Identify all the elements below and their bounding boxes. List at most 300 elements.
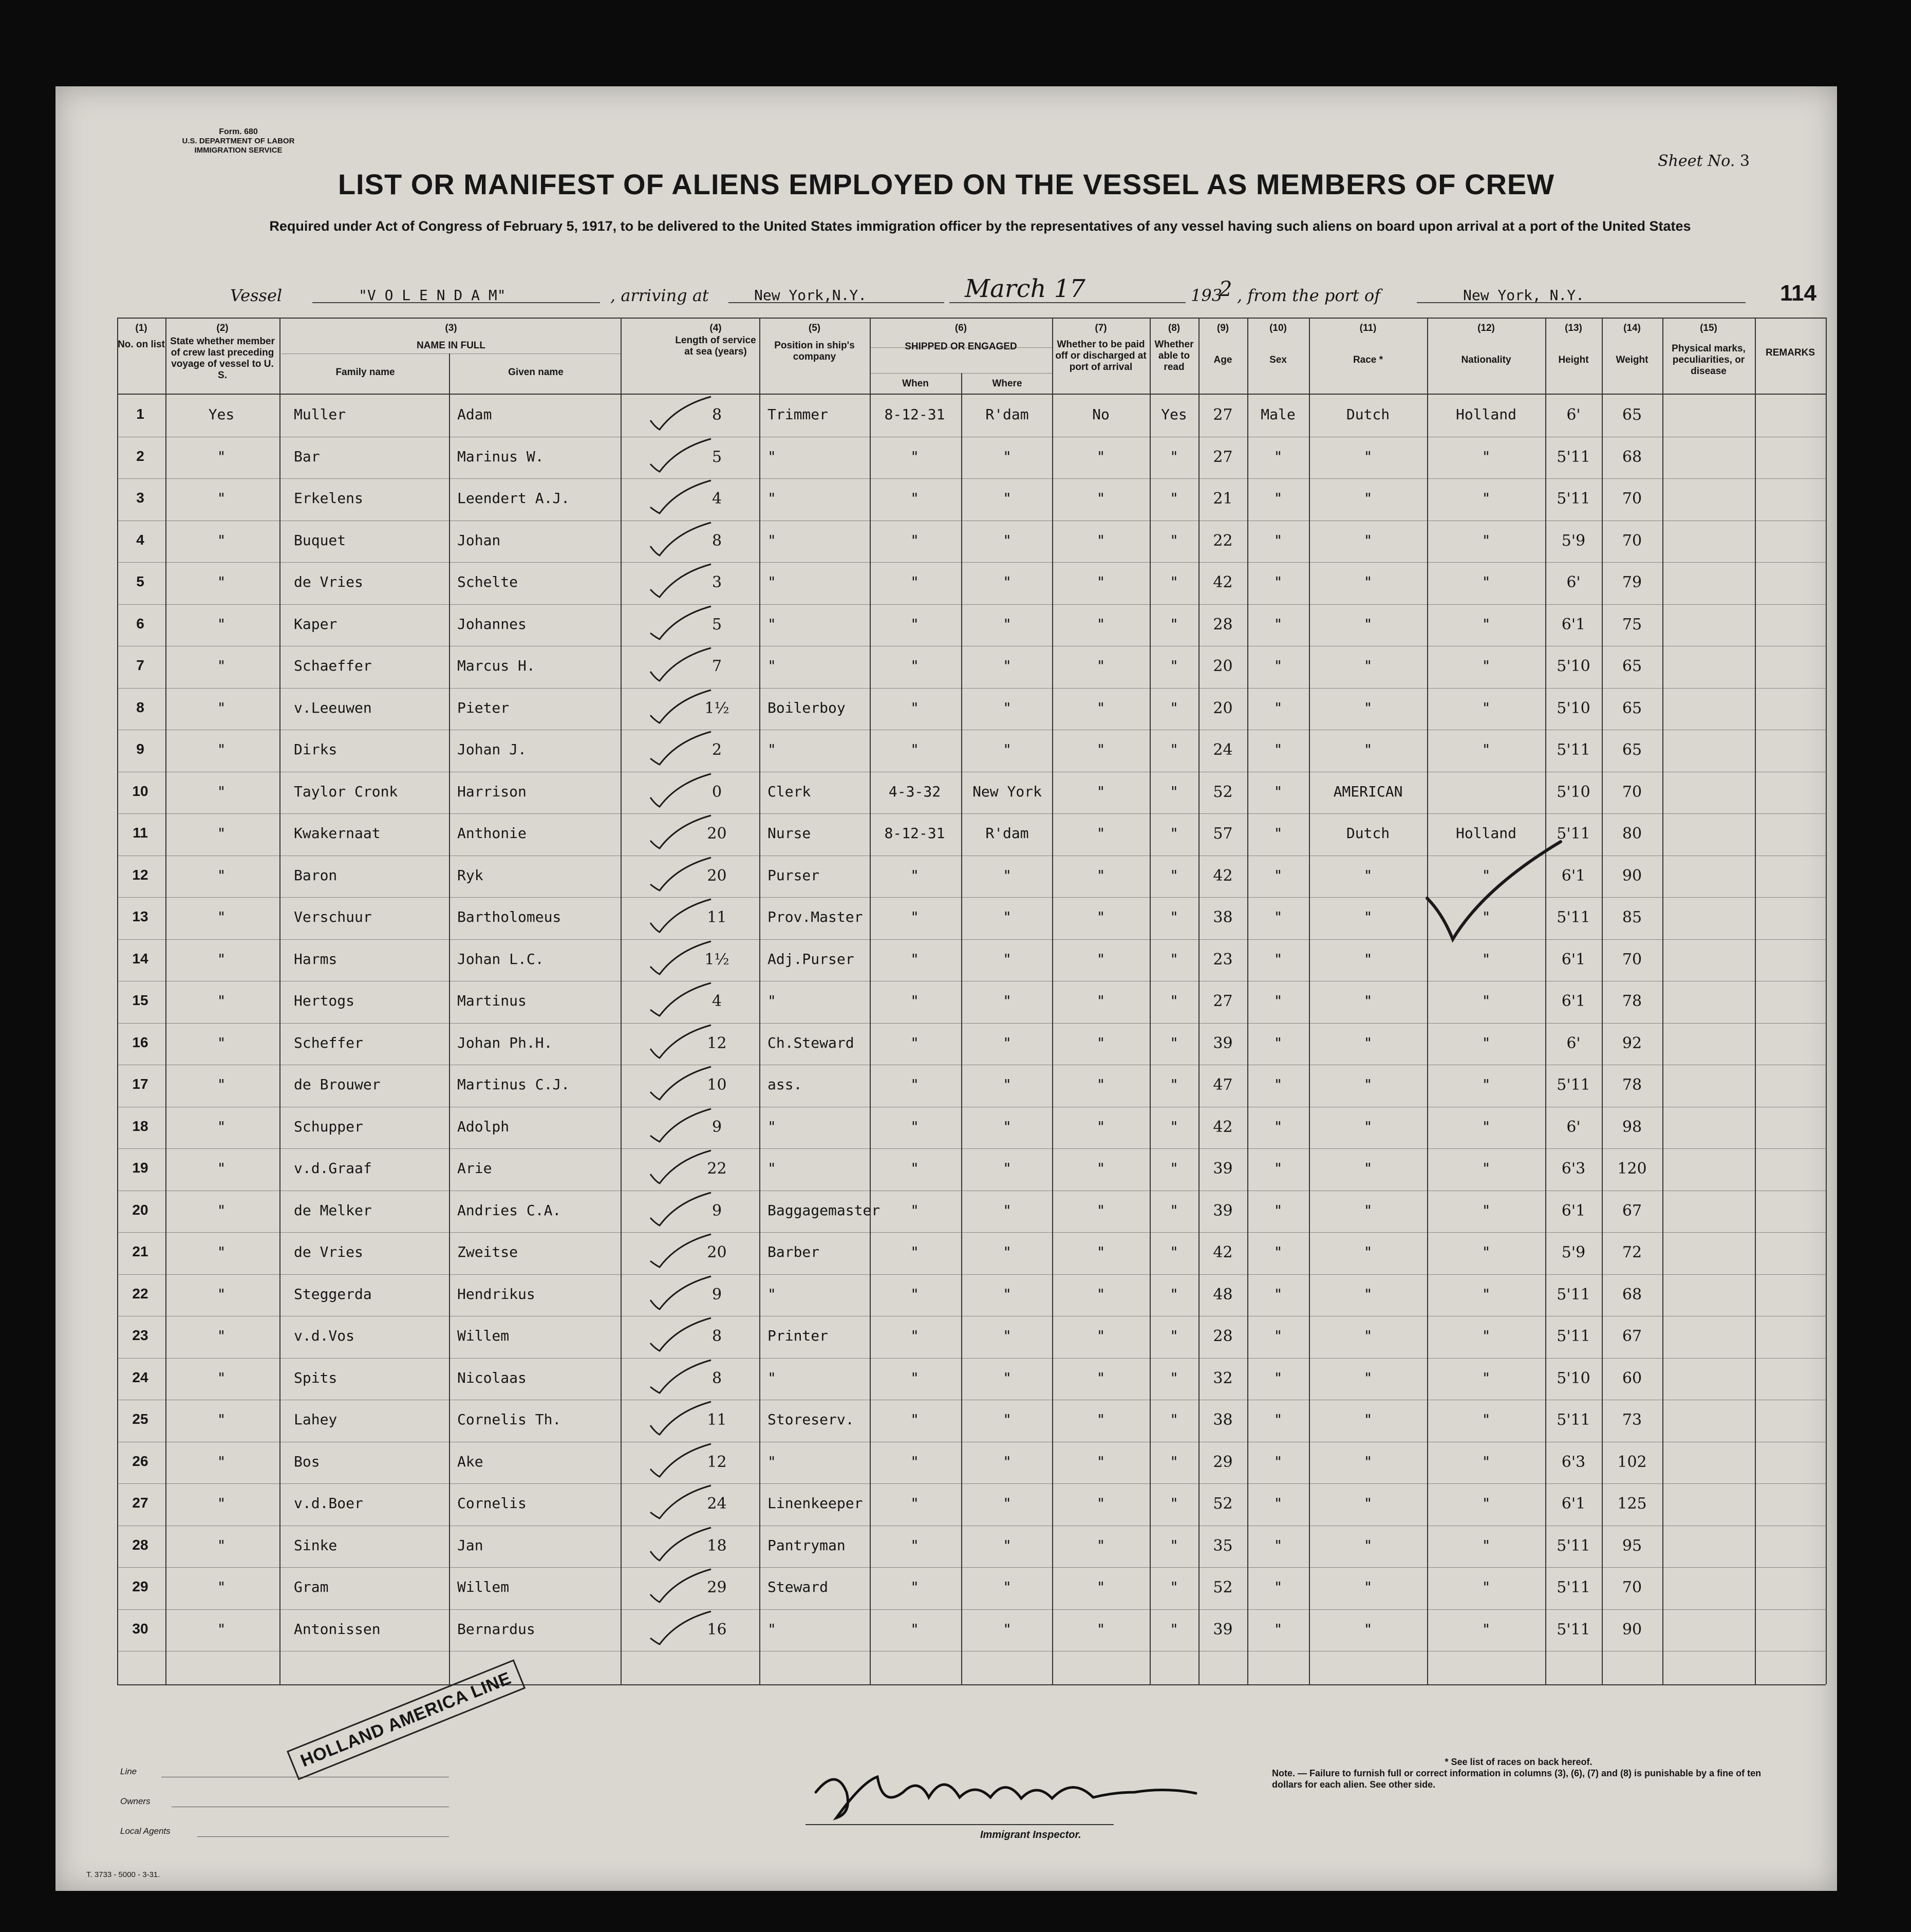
given-name: Johannes bbox=[457, 615, 527, 633]
weight: 78 bbox=[1622, 1076, 1642, 1094]
row-number: 21 bbox=[132, 1243, 148, 1259]
service-length: 10 bbox=[707, 1076, 727, 1094]
able-to-read: " bbox=[1170, 657, 1178, 674]
nationality: " bbox=[1482, 1411, 1491, 1428]
previous-voyage: " bbox=[217, 1327, 226, 1344]
row-number: 8 bbox=[136, 699, 144, 715]
position: Linenkeeper bbox=[767, 1495, 863, 1512]
race: " bbox=[1363, 1243, 1373, 1260]
sheet-label: Sheet No. bbox=[1658, 152, 1735, 170]
given-name: Ake bbox=[457, 1453, 483, 1470]
family-name: Kwakernaat bbox=[294, 825, 381, 842]
weight: 95 bbox=[1622, 1536, 1642, 1555]
sex: " bbox=[1273, 950, 1283, 968]
paid-off: " bbox=[1096, 1285, 1106, 1303]
age: 27 bbox=[1213, 406, 1233, 424]
weight: 78 bbox=[1622, 992, 1642, 1010]
weight: 70 bbox=[1622, 490, 1642, 508]
sex: " bbox=[1273, 1620, 1283, 1638]
engaged-where: " bbox=[1003, 1536, 1011, 1554]
engaged-where: " bbox=[1003, 1076, 1011, 1093]
row-number: 2 bbox=[136, 448, 144, 464]
engaged-when: " bbox=[910, 1034, 919, 1051]
engaged-when: " bbox=[910, 448, 919, 465]
arriving-port: New York,N.Y. bbox=[754, 287, 867, 304]
height: 5'11 bbox=[1557, 1620, 1590, 1639]
able-to-read: " bbox=[1170, 1453, 1178, 1470]
age: 38 bbox=[1213, 1411, 1233, 1429]
table-row bbox=[117, 1609, 1826, 1651]
previous-voyage: " bbox=[217, 1034, 226, 1051]
age: 29 bbox=[1213, 1453, 1233, 1471]
header-col-4: (4) Length of service at sea (years) bbox=[675, 323, 756, 357]
sex: " bbox=[1273, 1118, 1283, 1135]
engaged-when: " bbox=[910, 1411, 919, 1428]
position: Printer bbox=[767, 1327, 829, 1344]
tick-mark bbox=[646, 647, 713, 683]
row-number: 15 bbox=[132, 992, 148, 1008]
height: 6'1 bbox=[1561, 1201, 1586, 1220]
engaged-where: R'dam bbox=[985, 406, 1029, 423]
tick-mark bbox=[646, 898, 713, 934]
position: " bbox=[767, 1369, 776, 1386]
weight: 85 bbox=[1622, 908, 1642, 926]
service-length: 20 bbox=[707, 825, 727, 843]
header-col-12: (12) Nationality bbox=[1461, 323, 1511, 365]
weight: 65 bbox=[1622, 406, 1642, 424]
race: " bbox=[1363, 1201, 1373, 1219]
position: " bbox=[767, 448, 776, 465]
position: Clerk bbox=[767, 783, 811, 800]
engaged-where: " bbox=[1003, 950, 1011, 968]
paid-off: " bbox=[1096, 741, 1106, 758]
sex: " bbox=[1273, 1243, 1283, 1260]
footnotes bbox=[1272, 1756, 1765, 1790]
tick-mark bbox=[646, 522, 713, 558]
weight: 65 bbox=[1622, 657, 1642, 675]
paid-off: No bbox=[1092, 406, 1110, 423]
race: Dutch bbox=[1346, 406, 1390, 423]
paid-off: " bbox=[1096, 1369, 1106, 1386]
engaged-where: " bbox=[1003, 699, 1011, 716]
given-name: Johan bbox=[457, 531, 501, 549]
sex: " bbox=[1273, 699, 1283, 716]
tick-mark bbox=[646, 1527, 713, 1563]
line-label: Line bbox=[120, 1767, 137, 1776]
age: 52 bbox=[1213, 1578, 1233, 1596]
previous-voyage: " bbox=[217, 1578, 226, 1595]
engaged-when: " bbox=[910, 908, 919, 925]
given-name: Zweitse bbox=[457, 1243, 518, 1260]
age: 48 bbox=[1213, 1285, 1233, 1304]
paid-off: " bbox=[1096, 992, 1106, 1009]
row-number: 28 bbox=[132, 1536, 148, 1553]
engaged-when: " bbox=[910, 699, 919, 716]
family-name: Steggerda bbox=[294, 1285, 372, 1303]
able-to-read: " bbox=[1170, 1160, 1178, 1177]
given-name: Arie bbox=[457, 1160, 492, 1177]
family-name: Dirks bbox=[294, 741, 338, 758]
nationality: " bbox=[1482, 1369, 1491, 1386]
tick-mark bbox=[646, 857, 713, 893]
engaged-where: R'dam bbox=[985, 825, 1029, 842]
given-name: Harrison bbox=[457, 783, 527, 800]
able-to-read: " bbox=[1170, 1034, 1178, 1051]
previous-voyage: " bbox=[217, 1495, 226, 1512]
able-to-read: " bbox=[1170, 1285, 1178, 1303]
sex: " bbox=[1273, 825, 1283, 842]
inspector-signature bbox=[805, 1761, 1206, 1823]
weight: 102 bbox=[1617, 1453, 1647, 1471]
table-row bbox=[117, 1316, 1826, 1358]
tick-mark bbox=[646, 1108, 713, 1144]
service-length: 12 bbox=[707, 1453, 727, 1471]
service-length: 5 bbox=[711, 615, 722, 634]
service-length: 9 bbox=[711, 1201, 722, 1220]
height: 5'11 bbox=[1557, 1327, 1590, 1345]
family-name: Muller bbox=[294, 406, 346, 423]
race: " bbox=[1363, 1411, 1373, 1428]
able-to-read: " bbox=[1170, 908, 1178, 925]
table-row bbox=[117, 1107, 1826, 1148]
form-number: Form. 680 bbox=[219, 127, 258, 136]
family-name: de Vries bbox=[294, 1243, 363, 1260]
table-row bbox=[117, 437, 1826, 478]
paid-off: " bbox=[1096, 1327, 1106, 1344]
previous-voyage: " bbox=[217, 490, 226, 507]
family-name: v.d.Boer bbox=[294, 1495, 363, 1512]
family-name: Baron bbox=[294, 866, 338, 884]
race: " bbox=[1363, 1285, 1373, 1303]
height: 5'11 bbox=[1557, 825, 1590, 843]
family-name: Antonissen bbox=[294, 1620, 381, 1638]
nationality: " bbox=[1482, 1201, 1491, 1219]
age: 57 bbox=[1213, 825, 1233, 843]
header-col-10: (10) Sex bbox=[1269, 323, 1287, 365]
sex: " bbox=[1273, 490, 1283, 507]
position: " bbox=[767, 992, 776, 1009]
engaged-where: " bbox=[1003, 992, 1011, 1009]
table-row bbox=[117, 856, 1826, 897]
family-name: v.d.Graaf bbox=[294, 1160, 372, 1177]
engaged-when: " bbox=[910, 490, 919, 507]
row-number: 22 bbox=[132, 1285, 148, 1302]
weight: 75 bbox=[1622, 615, 1642, 634]
nationality: " bbox=[1482, 1453, 1491, 1470]
service-length: 4 bbox=[711, 490, 722, 508]
able-to-read: " bbox=[1170, 615, 1178, 633]
nationality: " bbox=[1482, 490, 1491, 507]
row-number: 16 bbox=[132, 1034, 148, 1050]
height: 6'1 bbox=[1561, 992, 1586, 1010]
height: 5'10 bbox=[1557, 657, 1590, 675]
previous-voyage: " bbox=[217, 1369, 226, 1386]
engaged-where: " bbox=[1003, 615, 1011, 633]
height: 5'11 bbox=[1557, 741, 1590, 759]
age: 35 bbox=[1213, 1536, 1233, 1555]
given-name: Nicolaas bbox=[457, 1369, 527, 1386]
header-remarks: REMARKS bbox=[1765, 347, 1815, 358]
paid-off: " bbox=[1096, 615, 1106, 633]
service-name: IMMIGRATION SERVICE bbox=[194, 146, 283, 155]
age: 42 bbox=[1213, 1243, 1233, 1261]
manifest-sheet bbox=[55, 86, 1837, 1891]
row-number: 20 bbox=[132, 1201, 148, 1218]
engaged-where: " bbox=[1003, 1327, 1011, 1344]
given-name: Johan J. bbox=[457, 741, 527, 758]
tick-mark bbox=[646, 479, 713, 515]
given-name: Marcus H. bbox=[457, 657, 535, 674]
nationality: " bbox=[1482, 1118, 1491, 1135]
inspector-label: Immigrant Inspector. bbox=[980, 1829, 1081, 1841]
engaged-when: " bbox=[910, 866, 919, 884]
vessel-name: "V O L E N D A M" bbox=[359, 287, 506, 304]
paid-off: " bbox=[1096, 699, 1106, 716]
previous-voyage: " bbox=[217, 1620, 226, 1638]
table-row bbox=[117, 772, 1826, 813]
paid-off: " bbox=[1096, 1578, 1106, 1595]
age: 52 bbox=[1213, 783, 1233, 801]
race: " bbox=[1363, 699, 1373, 716]
engaged-where: " bbox=[1003, 1578, 1011, 1595]
able-to-read: " bbox=[1170, 1118, 1178, 1135]
engaged-where: " bbox=[1003, 1201, 1011, 1219]
sex: " bbox=[1273, 573, 1283, 590]
sex: " bbox=[1273, 531, 1283, 549]
header-col-3: (3) NAME IN FULL bbox=[416, 323, 486, 351]
header-col-13: (13) Height bbox=[1558, 323, 1589, 365]
nationality: " bbox=[1482, 1243, 1491, 1260]
row-number: 7 bbox=[136, 657, 144, 673]
arriving-label: , arriving at bbox=[610, 286, 709, 305]
weight: 70 bbox=[1622, 531, 1642, 550]
given-name: Andries C.A. bbox=[457, 1201, 561, 1219]
age: 22 bbox=[1213, 531, 1233, 550]
header-col-5: (5) Position in ship's company bbox=[774, 323, 855, 362]
owners-label: Owners bbox=[120, 1796, 151, 1806]
given-name: Pieter bbox=[457, 699, 510, 716]
service-length: 8 bbox=[711, 1369, 722, 1387]
previous-voyage: " bbox=[217, 908, 226, 925]
table-row bbox=[117, 1483, 1826, 1525]
year-prefix: 193 bbox=[1191, 286, 1223, 305]
position: Purser bbox=[767, 866, 820, 884]
age: 20 bbox=[1213, 657, 1233, 675]
table-row bbox=[117, 604, 1826, 646]
position: Adj.Purser bbox=[767, 950, 854, 968]
row-number: 25 bbox=[132, 1411, 148, 1427]
position: " bbox=[767, 1285, 776, 1303]
sex: " bbox=[1273, 657, 1283, 674]
header-col-11: (11) Race * bbox=[1353, 323, 1383, 365]
paid-off: " bbox=[1096, 448, 1106, 465]
given-name: Willem bbox=[457, 1327, 510, 1344]
height: 5'10 bbox=[1557, 1369, 1590, 1387]
engaged-when: " bbox=[910, 1285, 919, 1303]
row-number: 26 bbox=[132, 1453, 148, 1469]
engaged-when: " bbox=[910, 1495, 919, 1512]
family-name: Schupper bbox=[294, 1118, 363, 1135]
able-to-read: " bbox=[1170, 1620, 1178, 1638]
race: " bbox=[1363, 615, 1373, 633]
holland-america-line-stamp: HOLLAND AMERICA LINE bbox=[287, 1659, 526, 1780]
engaged-where: " bbox=[1003, 1620, 1011, 1638]
print-code: T. 3733 - 5000 - 3-31. bbox=[86, 1870, 160, 1879]
tick-mark bbox=[646, 1443, 713, 1479]
tick-mark bbox=[646, 814, 713, 850]
able-to-read: " bbox=[1170, 1411, 1178, 1428]
race: " bbox=[1363, 1495, 1373, 1512]
able-to-read: " bbox=[1170, 1495, 1178, 1512]
given-name: Cornelis bbox=[457, 1495, 527, 1512]
weight: 90 bbox=[1622, 866, 1642, 885]
able-to-read: " bbox=[1170, 490, 1178, 507]
nationality: " bbox=[1482, 1620, 1491, 1638]
table-row bbox=[117, 1232, 1826, 1274]
table-row bbox=[117, 1148, 1826, 1190]
previous-voyage: " bbox=[217, 657, 226, 674]
race: " bbox=[1363, 950, 1373, 968]
height: 5'11 bbox=[1557, 1578, 1590, 1596]
weight: 120 bbox=[1617, 1160, 1647, 1178]
weight: 67 bbox=[1622, 1327, 1642, 1345]
given-name: Anthonie bbox=[457, 825, 527, 842]
table-row bbox=[117, 897, 1826, 939]
header-col-6: (6) SHIPPED OR ENGAGED bbox=[905, 323, 1017, 352]
table-row bbox=[117, 1526, 1826, 1567]
sex: " bbox=[1273, 1327, 1283, 1344]
race: " bbox=[1363, 490, 1373, 507]
tick-mark bbox=[646, 1610, 713, 1646]
engaged-when: " bbox=[910, 741, 919, 758]
races-note: * See list of races on back hereof. bbox=[1445, 1757, 1592, 1767]
race: " bbox=[1363, 1076, 1373, 1093]
engaged-when: 8-12-31 bbox=[884, 825, 945, 842]
table-row bbox=[117, 646, 1826, 688]
paid-off: " bbox=[1096, 1620, 1106, 1638]
table-row bbox=[117, 1065, 1826, 1106]
engaged-where: " bbox=[1003, 531, 1011, 549]
age: 42 bbox=[1213, 573, 1233, 591]
table-row bbox=[117, 688, 1826, 730]
previous-voyage: " bbox=[217, 615, 226, 633]
weight: 68 bbox=[1622, 448, 1642, 466]
row-number: 24 bbox=[132, 1369, 148, 1385]
engaged-when: " bbox=[910, 573, 919, 590]
previous-voyage: " bbox=[217, 1076, 226, 1093]
previous-voyage: " bbox=[217, 448, 226, 465]
able-to-read: " bbox=[1170, 1201, 1178, 1219]
position: Ch.Steward bbox=[767, 1034, 854, 1051]
tick-mark bbox=[646, 1359, 713, 1395]
service-length: 5 bbox=[711, 448, 722, 466]
service-length: 4 bbox=[711, 992, 722, 1010]
position: ass. bbox=[767, 1076, 802, 1093]
given-name: Marinus W. bbox=[457, 448, 544, 465]
sex: " bbox=[1273, 448, 1283, 465]
race: " bbox=[1363, 1536, 1373, 1554]
height: 6' bbox=[1566, 406, 1581, 424]
paid-off: " bbox=[1096, 1243, 1106, 1260]
height: 6'1 bbox=[1561, 1495, 1586, 1513]
engaged-where: " bbox=[1003, 1118, 1011, 1135]
height: 5'11 bbox=[1557, 1285, 1590, 1304]
weight: 70 bbox=[1622, 950, 1642, 969]
family-name: Harms bbox=[294, 950, 338, 968]
sex: " bbox=[1273, 783, 1283, 800]
weight: 73 bbox=[1622, 1411, 1642, 1429]
position: Barber bbox=[767, 1243, 820, 1260]
family-name: de Vries bbox=[294, 573, 363, 590]
paid-off: " bbox=[1096, 1160, 1106, 1177]
given-name: Adolph bbox=[457, 1118, 510, 1135]
family-name: Schaeffer bbox=[294, 657, 372, 674]
engaged-where: " bbox=[1003, 657, 1011, 674]
table-row bbox=[117, 395, 1826, 436]
nationality: " bbox=[1482, 1495, 1491, 1512]
weight: 65 bbox=[1622, 699, 1642, 717]
paid-off: " bbox=[1096, 657, 1106, 674]
engaged-when: " bbox=[910, 1243, 919, 1260]
sex: " bbox=[1273, 1285, 1283, 1303]
able-to-read: " bbox=[1170, 699, 1178, 716]
nationality: " bbox=[1482, 1285, 1491, 1303]
able-to-read: " bbox=[1170, 1369, 1178, 1386]
row-number: 23 bbox=[132, 1327, 148, 1343]
engaged-where: " bbox=[1003, 1034, 1011, 1051]
paid-off: " bbox=[1096, 1536, 1106, 1554]
race: " bbox=[1363, 657, 1373, 674]
tick-mark bbox=[646, 396, 713, 432]
family-name: de Melker bbox=[294, 1201, 372, 1219]
table-row bbox=[117, 1274, 1826, 1316]
paid-off: " bbox=[1096, 1076, 1106, 1093]
paid-off: " bbox=[1096, 866, 1106, 884]
age: 47 bbox=[1213, 1076, 1233, 1094]
race: " bbox=[1363, 1160, 1373, 1177]
age: 42 bbox=[1213, 866, 1233, 885]
engaged-when: 8-12-31 bbox=[884, 406, 945, 423]
tick-mark bbox=[646, 689, 713, 725]
given-name: Schelte bbox=[457, 573, 518, 590]
previous-voyage: " bbox=[217, 531, 226, 549]
service-length: 8 bbox=[711, 1327, 722, 1345]
penalty-note: Note. — Failure to furnish full or correct information in columns (3), (6), (7) and (8) is punishable by a fine of ten dollars for each alien. See other side. bbox=[1272, 1768, 1762, 1790]
age: 52 bbox=[1213, 1495, 1233, 1513]
engaged-when: " bbox=[910, 950, 919, 968]
race: " bbox=[1363, 908, 1373, 925]
row-number: 30 bbox=[132, 1620, 148, 1637]
row-number: 10 bbox=[132, 783, 148, 799]
given-name: Bernardus bbox=[457, 1620, 535, 1638]
position: Pantryman bbox=[767, 1536, 846, 1554]
height: 6'1 bbox=[1561, 866, 1586, 885]
family-name: Erkelens bbox=[294, 490, 363, 507]
table-row bbox=[117, 939, 1826, 981]
given-name: Willem bbox=[457, 1578, 510, 1595]
able-to-read: " bbox=[1170, 992, 1178, 1009]
service-length: 9 bbox=[711, 1285, 722, 1304]
previous-voyage: Yes bbox=[208, 406, 235, 423]
race: " bbox=[1363, 531, 1373, 549]
engaged-when: " bbox=[910, 1620, 919, 1638]
service-length: 20 bbox=[707, 866, 727, 885]
service-length: 20 bbox=[707, 1243, 727, 1261]
height: 5'11 bbox=[1557, 1411, 1590, 1429]
position: " bbox=[767, 741, 776, 758]
race: Dutch bbox=[1346, 825, 1390, 842]
page-number: 114 bbox=[1780, 281, 1816, 306]
